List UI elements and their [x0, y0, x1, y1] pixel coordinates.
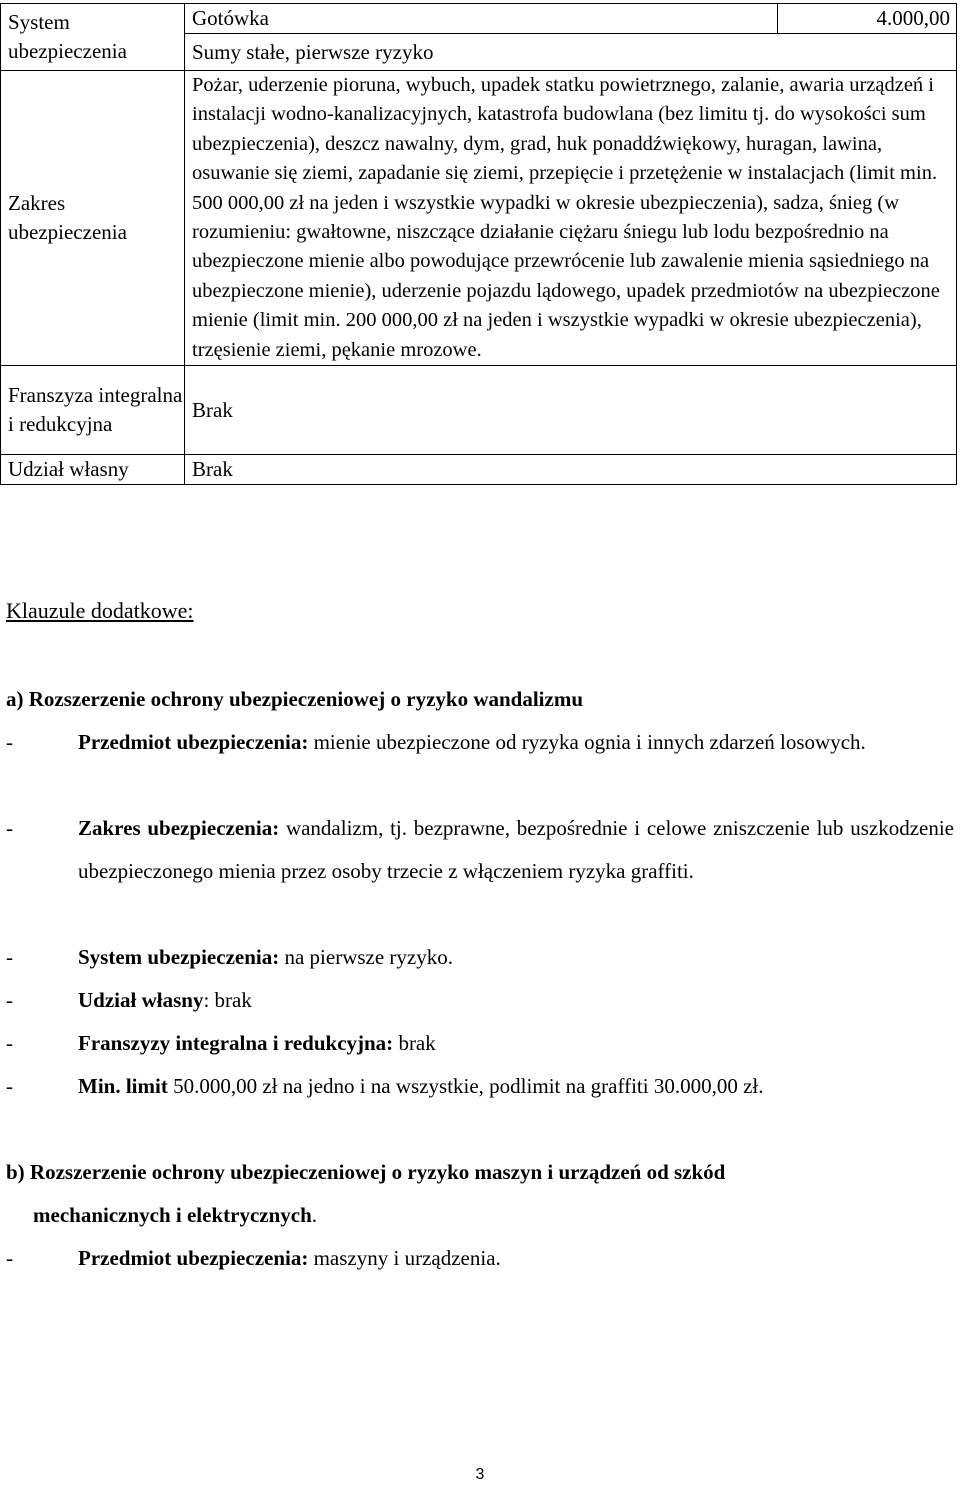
list-item	[6, 721, 954, 764]
item-text: maszyny i urządzenia.	[308, 1246, 501, 1270]
section-b-heading-period: .	[311, 1203, 318, 1227]
item-key: System ubezpieczenia:	[78, 945, 280, 969]
list-item	[6, 1065, 954, 1108]
list-item	[6, 979, 954, 1022]
gotowka-label: Gotówka	[185, 4, 778, 33]
table-row	[1, 4, 957, 34]
list-item	[6, 936, 954, 979]
list-item	[6, 807, 954, 893]
list-dash: -	[6, 1031, 13, 1055]
item-key: Franszyzy integralna i redukcyjna:	[78, 1031, 394, 1055]
list-item	[6, 1237, 954, 1280]
list-dash: -	[6, 988, 13, 1012]
zakres-value: Pożar, uderzenie pioruna, wybuch, upadek statku powietrznego, zalanie, awaria urządzeń i instalacji wodno-kanalizacyjnych, katastrofa budowlana (bez limitu tj. do wysokości sum ubezpieczenia), deszcz nawalny, dym, grad, huk ponaddźwiękowy, huragan, lawina, osuwanie się ziemi, zapadanie się ziemi, przepięcie i przetężenie w instalacjach (limit min. 500 000,00 zł na jeden i wszystkie wypadki w okresie ubezpieczenia), sadza, śnieg (w rozumieniu: gwałtowne, niszczące działanie ciężaru śniegu lub lodu bezpośrednio na ubezpieczone mienie albo powodujące przewrócenie lub zawalenie mienia sąsiedniego na ubezpieczone mienie), uderzenie pojazdu lądowego, upadek przedmiotów na ubezpieczone mienie (limit min. 200 000,00 zł na jeden i wszystkie wypadki w okresie ubezpieczenia), trzęsienie ziemi, pękanie mrozowe.	[185, 71, 957, 366]
list-dash: -	[6, 1074, 13, 1098]
table-row	[1, 366, 957, 455]
item-text: wandalizm, tj. bezprawne, bezpośrednie i celowe zniszczenie lub uszkodzenie ubezpieczonego mienia przez osoby trzecie z włączeniem ryzyka graffiti.	[78, 816, 954, 883]
table-row	[1, 71, 957, 366]
item-key: Przedmiot ubezpieczenia:	[78, 1246, 309, 1270]
item-key: Przedmiot ubezpieczenia:	[78, 730, 309, 754]
section-a-heading: a) Rozszerzenie ochrony ubezpieczeniowej o ryzyko wandalizmu	[6, 687, 584, 711]
zakres-label: Zakres ubezpieczenia	[1, 71, 185, 366]
gotowka-cell	[185, 4, 957, 34]
page-number: 3	[475, 1466, 485, 1483]
item-text: : brak	[203, 988, 252, 1012]
item-text: mienie ubezpieczone od ryzyka ognia i innych zdarzeń losowych.	[308, 730, 866, 754]
item-key: Zakres ubezpieczenia:	[78, 816, 280, 840]
franszyza-label: Franszyza integralna i redukcyjna	[1, 366, 185, 455]
item-text: brak	[393, 1031, 436, 1055]
list-dash: -	[6, 1246, 13, 1270]
gotowka-value: 4.000,00	[876, 6, 950, 30]
udzial-label: Udział własny	[1, 455, 185, 485]
item-key: Udział własny	[78, 988, 204, 1012]
list-dash: -	[6, 816, 13, 840]
item-text: na pierwsze ryzyko.	[279, 945, 453, 969]
udzial-value: Brak	[185, 455, 957, 485]
section-b-heading-continued	[33, 1194, 317, 1237]
section-b-heading-line2: mechanicznych i elektrycznych	[33, 1203, 312, 1227]
insurance-summary-table	[0, 3, 957, 485]
klauzule-heading: Klauzule dodatkowe:	[6, 598, 194, 623]
item-text: 50.000,00 zł na jedno i na wszystkie, podlimit na graffiti 30.000,00 zł.	[167, 1074, 764, 1098]
system-value: Sumy stałe, pierwsze ryzyko	[185, 34, 957, 71]
list-dash: -	[6, 945, 13, 969]
gotowka-row	[185, 4, 956, 33]
system-label: System ubezpieczenia	[1, 4, 185, 71]
section-b-heading: b) Rozszerzenie ochrony ubezpieczeniowej o ryzyko maszyn i urządzeń od szkód	[6, 1160, 726, 1184]
table-row	[1, 455, 957, 485]
list-item	[6, 1022, 954, 1065]
item-key: Min. limit	[78, 1074, 168, 1098]
franszyza-value: Brak	[185, 366, 957, 455]
list-dash: -	[6, 730, 13, 754]
